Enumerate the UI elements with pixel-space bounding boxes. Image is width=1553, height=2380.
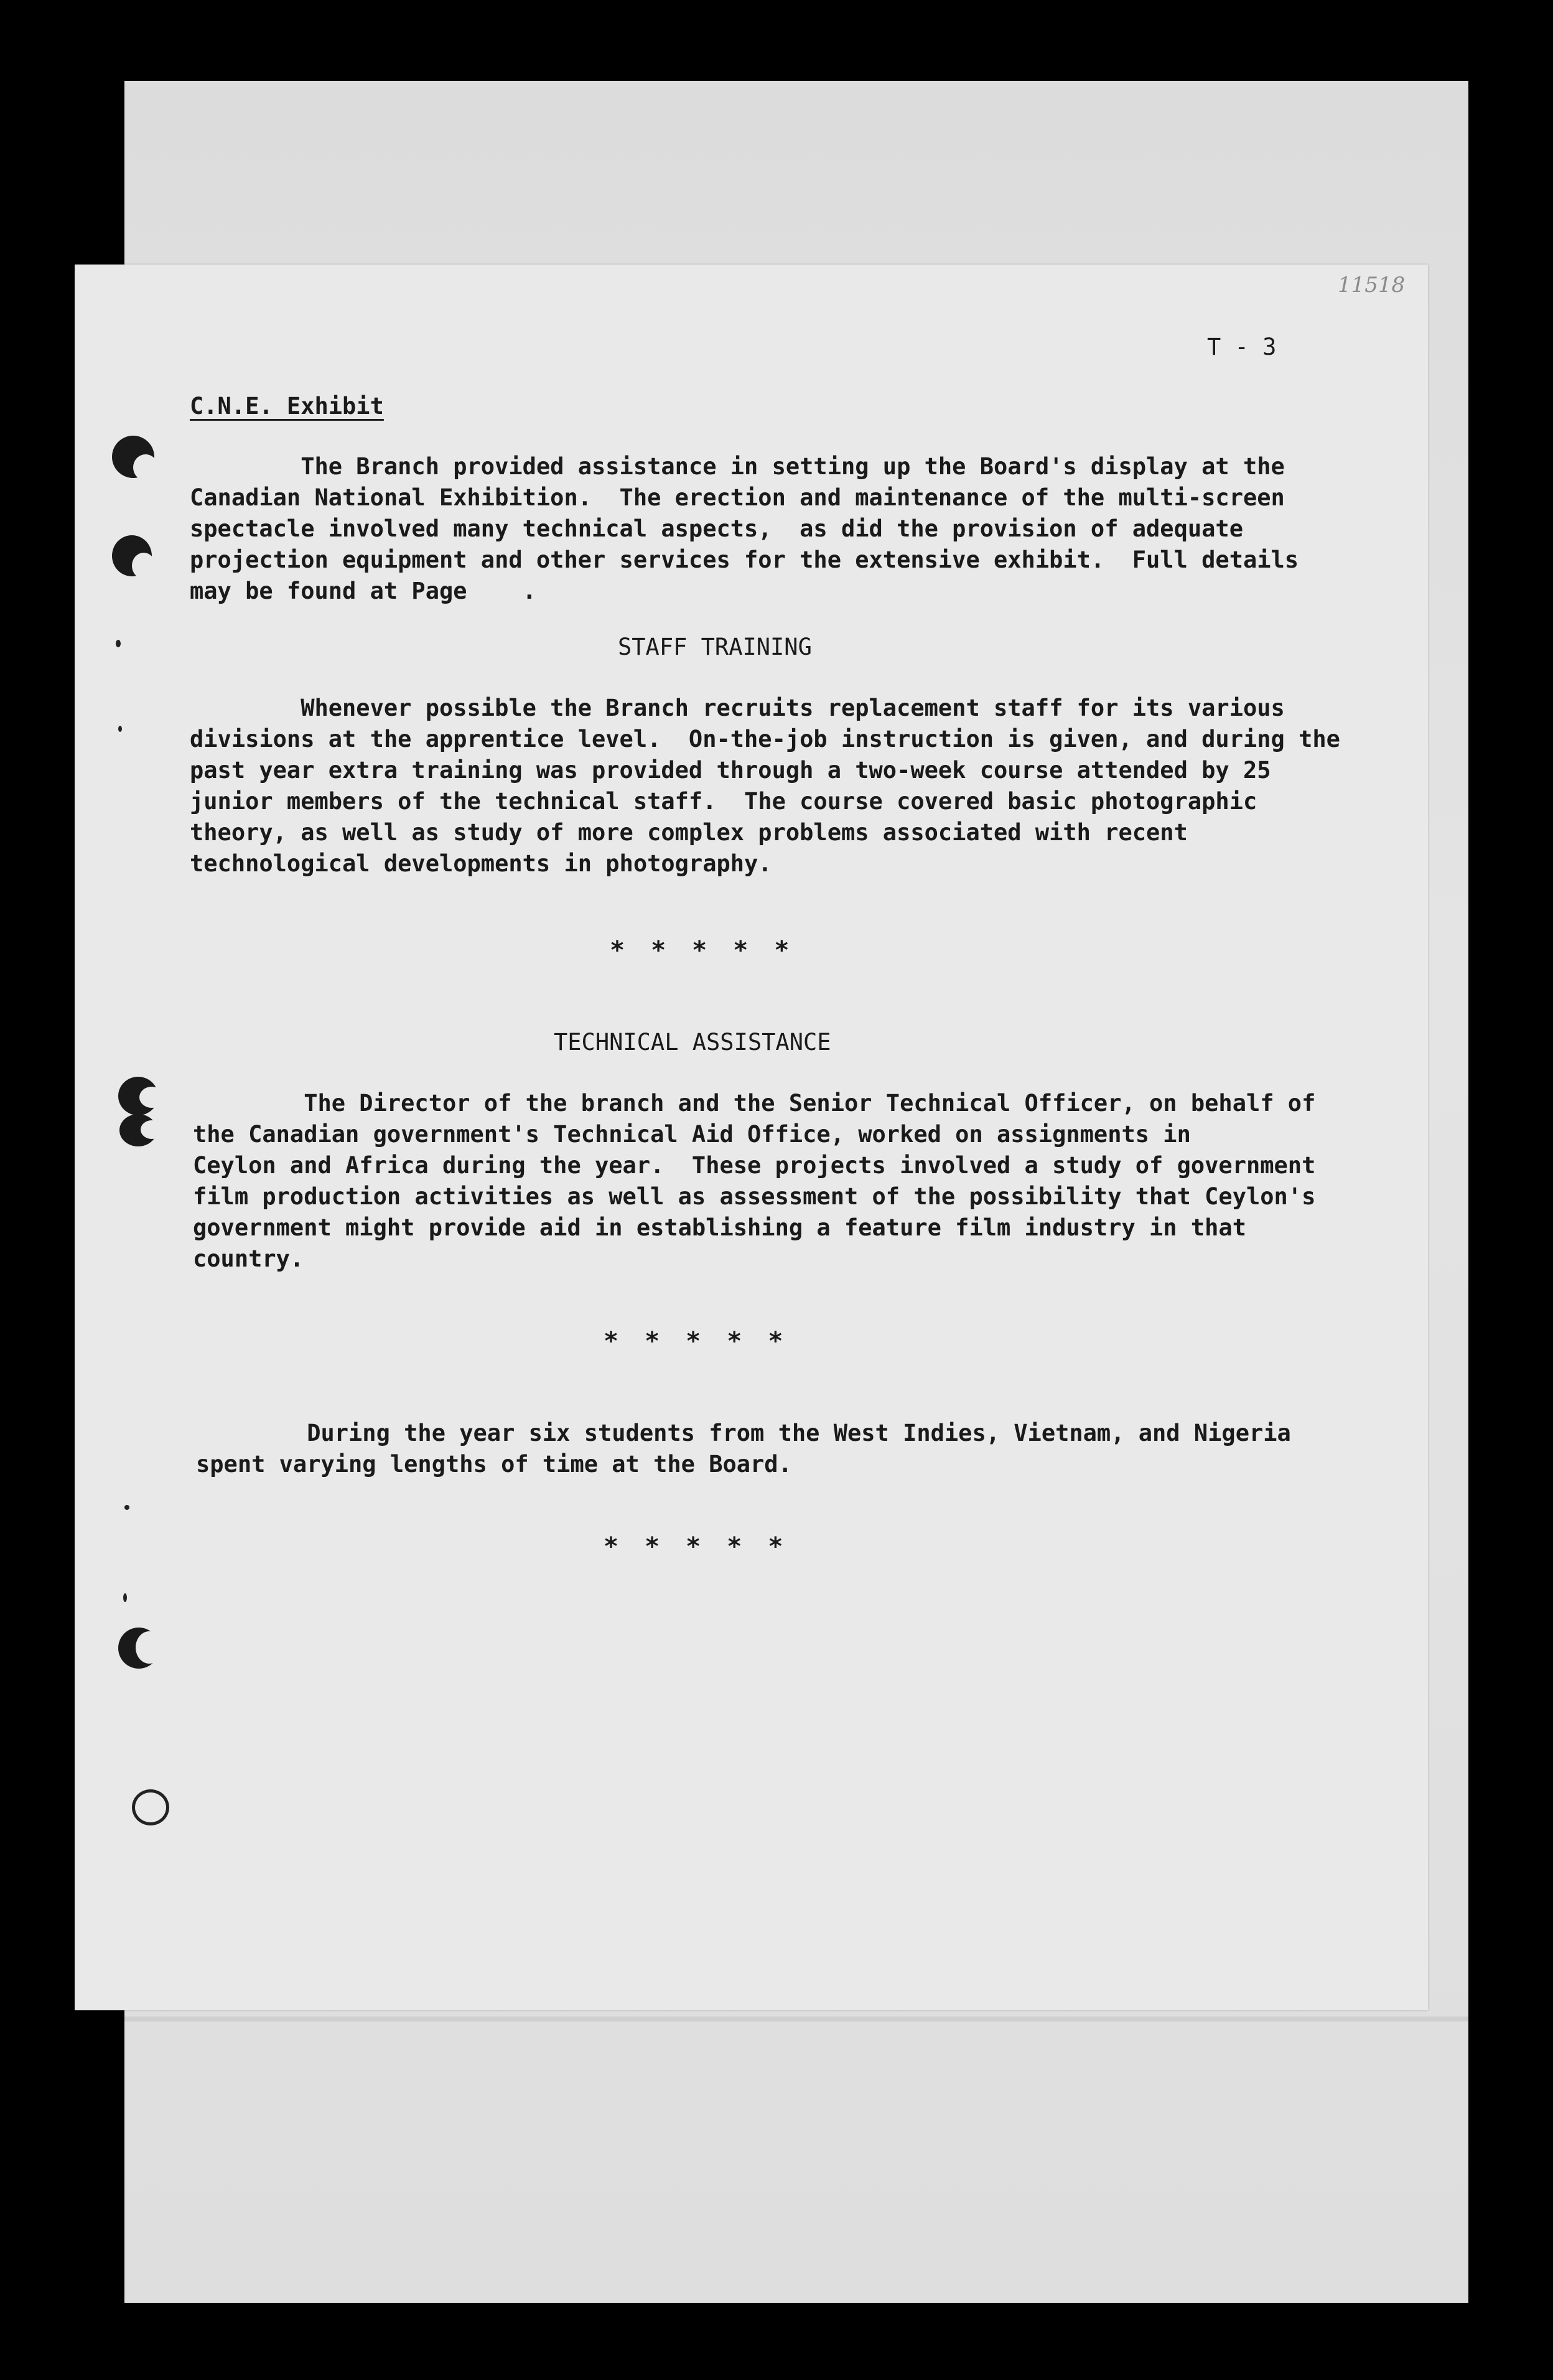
- punch-hole: [132, 1789, 169, 1825]
- staff-training-paragraph: Whenever possible the Branch recruits replacement staff for its various divisions at the apprentice level. On-the-job instruction is given, and during the past year extra training was provided through a two-week course attended by 25 junior members of the technical staff. The course covered basic photographic theory, as well as study of more complex problems associated with recent technological developments in photography.: [190, 695, 1340, 877]
- cne-exhibit-paragraph: The Branch provided assistance in setting up the Board's display at the Canadian National Exhibition. The erection and maintenance of the multi-screen spectacle involved many technical aspects, as did the provision of adequate projection equipment and other services for the extensive exhibit. Full details may be found at Page .: [190, 453, 1299, 604]
- page-number: T - 3: [1207, 334, 1277, 360]
- punch-hole: [119, 1114, 157, 1146]
- back-sheet-fold: [124, 2017, 1468, 2022]
- technical-assistance-heading: TECHNICAL ASSISTANCE: [554, 1029, 831, 1056]
- speck: [124, 1505, 129, 1510]
- section-separator: *****: [610, 936, 816, 965]
- speck: [123, 1593, 127, 1602]
- students-paragraph: During the year six students from the West Indies, Vietnam, and Nigeria spent varying lengths of time at the Board.: [196, 1420, 1291, 1478]
- staff-training-heading: STAFF TRAINING: [618, 634, 812, 660]
- speck: [116, 640, 121, 647]
- punch-hole: [118, 1077, 158, 1115]
- punch-hole: [112, 535, 152, 576]
- handwritten-reference: 11518: [1338, 273, 1406, 298]
- cne-exhibit-heading: C.N.E. Exhibit: [190, 393, 384, 419]
- punch-hole: [112, 436, 154, 478]
- punch-hole: [118, 1628, 159, 1669]
- section-separator: *****: [604, 1327, 809, 1356]
- technical-assistance-paragraph: The Director of the branch and the Senior Technical Officer, on behalf of the Canadian government's Technical Aid Office, worked on assignments in Ceylon and Africa during the year. These projects involved a study of government film production activities as well as assessment of the possibility that Ceylon's government might provide aid in establishing a feature film industry in that country.: [193, 1090, 1316, 1272]
- speck: [118, 726, 122, 732]
- section-separator: *****: [604, 1532, 809, 1561]
